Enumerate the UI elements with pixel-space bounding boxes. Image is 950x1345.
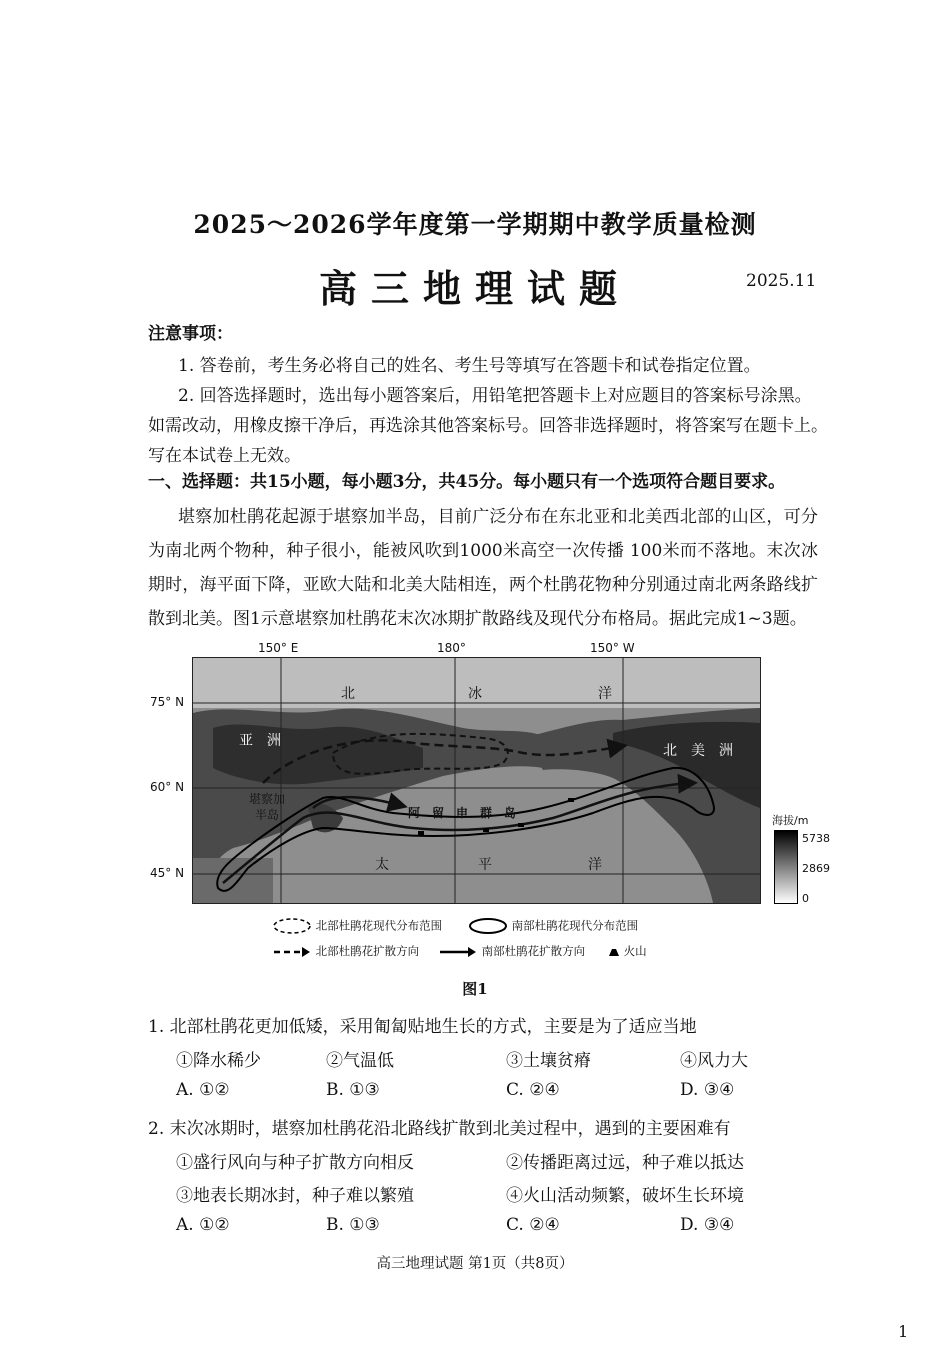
elevation-tick-min: 0	[802, 892, 809, 905]
figure-caption: 图1	[462, 980, 488, 998]
label-pacific-2: 平	[478, 857, 492, 873]
exam-date: 2025.11	[746, 271, 817, 291]
legend-south-dir-label: 南部杜鹃花扩散方向	[481, 944, 586, 958]
legend-north-range-label: 北部杜鹃花现代分布范围	[315, 918, 443, 933]
label-pacific-1: 太	[375, 857, 389, 873]
legend-dashed-arrow-icon	[272, 945, 312, 959]
q1-option-b: B. ①③	[326, 1080, 380, 1100]
lat-label-75n: 75° N	[150, 695, 185, 709]
page-footer: 高三地理试题 第1页（共8页）	[376, 1256, 574, 1272]
q1-option-a: A. ①②	[176, 1080, 230, 1100]
q1-option-d: D. ③④	[680, 1080, 735, 1100]
legend-south-range	[468, 917, 638, 935]
label-aleutian: 阿 留 申 群 岛	[408, 806, 517, 820]
q2-item-2: ②传播距离过远，种子难以抵达	[506, 1153, 744, 1173]
passage: 堪察加杜鹃花起源于堪察加半岛，目前广泛分布在东北亚和北美西北部的山区，可分为南北两个物种，种子很小，能被风吹到1000米高空一次传播 100米而不落地。末次冰期时，海平面下降，亚欧大陆和北美大陆相连，两个杜鹃花物种分别通过南北两条路线扩散到北美。图1示意堪察加杜鹃花末次冰期扩散路线及现代分布格局。据此完成1~3题。	[148, 507, 818, 629]
section-heading: 一、选择题：共15小题，每小题3分，共45分。每小题只有一个选项符合题目要求。	[148, 472, 786, 492]
lon-label-180: 180°	[437, 641, 466, 655]
q1-item-4: ④风力大	[680, 1051, 748, 1071]
label-arctic-3: 洋	[598, 686, 612, 702]
volcano-icon	[608, 946, 620, 958]
q2-option-b: B. ①③	[326, 1215, 380, 1235]
q2-item-3: ③地表长期冰封，种子难以繁殖	[176, 1186, 414, 1206]
label-kamchatka-1: 堪察加	[249, 792, 286, 806]
notice-line-2: 2. 回答选择题时，选出每小题答案后，用铅笔把答题卡上对应题目的答案标号涂黑。	[178, 386, 812, 406]
label-arctic-1: 北	[341, 686, 355, 702]
elevation-tick-max: 5738	[802, 832, 830, 845]
notice-line-1: 1. 答卷前，考生务必将自己的姓名、考生号等填写在答题卡和试卷指定位置。	[178, 356, 761, 376]
q1-item-3: ③土壤贫瘠	[506, 1051, 591, 1071]
notice-line-3: 如需改动，用橡皮擦干净后，再选涂其他答案标号。回答非选择题时，将答案写在题卡上。	[148, 416, 828, 436]
legend-south-dir	[438, 943, 585, 959]
elevation-title: 海拔/m	[772, 814, 809, 827]
volcano-marker-2	[483, 828, 489, 832]
q2-item-1: ①盛行风向与种子扩散方向相反	[176, 1153, 414, 1173]
q2-stem: 2. 末次冰期时，堪察加杜鹃花沿北路线扩散到北美过程中，遇到的主要困难有	[148, 1119, 731, 1139]
q1-item-1: ①降水稀少	[176, 1051, 261, 1071]
volcano-marker-1	[418, 831, 424, 835]
label-arctic-2: 冰	[468, 686, 482, 702]
lat-label-45n: 45° N	[150, 866, 185, 880]
legend-volcano-label: 火山	[623, 944, 647, 958]
label-north-america: 北 美 洲	[663, 743, 733, 759]
label-pacific-3: 洋	[588, 857, 602, 873]
q1-stem: 1. 北部杜鹃花更加低矮，采用匍匐贴地生长的方式，主要是为了适应当地	[148, 1017, 697, 1037]
q1-option-c: C. ②④	[506, 1080, 560, 1100]
volcano-marker-3	[518, 823, 524, 827]
subject-title: 高三地理试题	[318, 266, 631, 311]
legend-solid-arrow-icon	[438, 945, 478, 959]
volcano-marker-4	[568, 798, 574, 802]
legend-dashed-ellipse-icon	[272, 917, 312, 935]
q2-option-d: D. ③④	[680, 1215, 735, 1235]
map-japan-region	[193, 858, 273, 903]
elevation-tick-mid: 2869	[802, 862, 830, 875]
label-kamchatka-2: 半岛	[255, 808, 280, 822]
exam-title: 2025～2026学年度第一学期期中教学质量检测	[193, 210, 757, 239]
legend-solid-ellipse-icon	[468, 917, 508, 935]
legend-volcano	[608, 943, 647, 959]
notice-heading: 注意事项：	[148, 324, 233, 344]
label-asia: 亚 洲	[239, 733, 281, 749]
q2-option-c: C. ②④	[506, 1215, 560, 1235]
legend-north-dir	[272, 943, 419, 959]
lon-label-150w: 150° W	[590, 641, 635, 655]
elevation-colorbar	[774, 830, 798, 904]
legend-south-range-label: 南部杜鹃花现代分布范围	[511, 918, 639, 933]
page-corner-number: 1	[898, 1322, 909, 1341]
legend-north-range	[272, 917, 442, 935]
q2-item-4: ④火山活动频繁，破坏生长环境	[506, 1186, 744, 1206]
dispersal-map	[192, 657, 761, 904]
lon-label-150e: 150° E	[258, 641, 299, 655]
legend-north-dir-label: 北部杜鹃花扩散方向	[315, 944, 420, 958]
lat-label-60n: 60° N	[150, 780, 185, 794]
q2-option-a: A. ①②	[176, 1215, 230, 1235]
notice-line-4: 写在本试卷上无效。	[148, 446, 301, 466]
q1-item-2: ②气温低	[326, 1051, 394, 1071]
